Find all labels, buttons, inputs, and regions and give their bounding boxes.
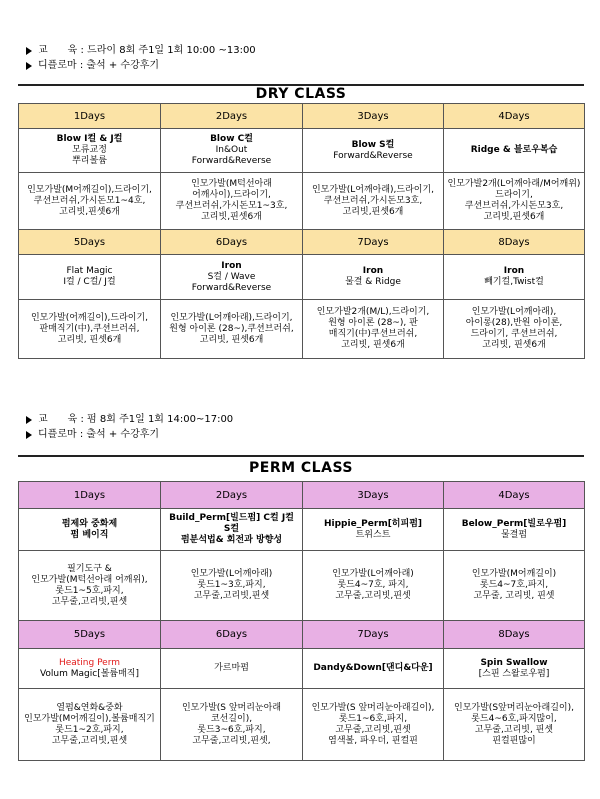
topic-line: Blow C컬 <box>210 134 253 144</box>
dry-days-row-2 <box>19 230 585 255</box>
day-header: 7Days <box>303 230 444 255</box>
dry-info <box>26 43 256 73</box>
day-header: 8Days <box>444 621 585 649</box>
day-header: 1Days <box>19 482 161 509</box>
day-header: 1Days <box>19 104 161 129</box>
perm-info <box>26 412 233 442</box>
materials-cell <box>444 300 585 359</box>
dry-days-row-1 <box>19 104 585 129</box>
topic-line: S컬 <box>223 524 240 534</box>
materials-line: 인모가발(L어깨아래), <box>471 307 557 317</box>
topic-cell <box>303 649 444 689</box>
materials-line: 매직기(中)쿠션브러쉬, <box>328 329 418 339</box>
materials-cell <box>161 551 303 621</box>
topic-line: In&Out <box>215 145 248 155</box>
topic-line: Iron <box>221 260 242 271</box>
perm-materials-row-1 <box>19 551 585 621</box>
topic-cell <box>303 255 444 300</box>
topic-cell <box>303 509 444 551</box>
topic-cell <box>444 129 585 173</box>
materials-line: 인모가발(S 앞머리눈아래 <box>181 702 282 713</box>
dry-materials-row-2 <box>19 300 585 359</box>
materials-line: 고리빗,핀셋6개 <box>59 206 120 217</box>
materials-line: 고무줄,고리빗,핀셋 <box>193 591 270 601</box>
topic-line: Dandy&Down[댄디&다운] <box>313 663 433 673</box>
materials-line: 쿠션브러쉬,가시돈모3호, <box>464 201 564 211</box>
topic-line: Blow S컬 <box>351 139 395 150</box>
topic-line: I컬 / C컬/ J컬 <box>63 277 116 287</box>
topic-cell <box>161 649 303 689</box>
materials-line: 고리빗,핀셋6개 <box>201 212 262 222</box>
materials-line: 롯드4~7호,파지, <box>479 580 549 590</box>
topic-cell <box>303 129 444 173</box>
materials-cell <box>303 689 444 761</box>
materials-cell <box>444 173 585 230</box>
materials-cell <box>161 173 303 230</box>
materials-line: 롯드1~6호,파지, <box>338 713 408 724</box>
materials-line: 판매직기(中),쿠션브러쉬, <box>39 323 140 334</box>
bullet-triangle-icon <box>26 416 32 424</box>
materials-cell <box>19 300 161 359</box>
materials-line: 고무줄,고리빗,핀셋 <box>51 596 128 607</box>
day-header: 6Days <box>161 621 303 649</box>
bullet-triangle-icon <box>26 62 32 70</box>
topic-line: Iron <box>503 266 525 276</box>
topic-cell <box>19 129 161 173</box>
materials-line: 드라이기, <box>495 190 533 200</box>
perm-materials-row-2 <box>19 689 585 761</box>
topic-line: Spin Swallow <box>480 657 548 668</box>
materials-cell <box>303 173 444 230</box>
materials-line: 고무줄, 고리빗, 핀셋 <box>473 591 555 601</box>
materials-line: 롯드1~2호,파지, <box>55 724 124 735</box>
materials-line: 롯드3~6호,파지, <box>197 724 266 735</box>
dry-materials-row-1 <box>19 173 585 230</box>
materials-line: 롯드1~5호,파지, <box>55 585 124 596</box>
dry-class-title: DRY CLASS <box>255 86 347 102</box>
materials-line: 고리빗,핀셋6개 <box>483 212 545 222</box>
materials-line: 인모가발(M어깨길이) <box>471 569 557 579</box>
materials-line: 고리빗, 핀셋6개 <box>482 340 546 350</box>
materials-line: 롯드4~6호,파지많이, <box>471 713 557 724</box>
materials-line: 인모가발(M어깨길이),드라이기, <box>27 184 152 195</box>
topic-cell <box>161 255 303 300</box>
materials-line: 고무줄,고리빗,핀셋, <box>192 735 271 746</box>
topic-line: Iron <box>362 266 384 276</box>
topic-line: Build_Perm[빌드펌] C컬 J컬 <box>169 513 294 523</box>
topic-line: Forward&Reverse <box>191 282 272 293</box>
topic-line-red: Heating Perm <box>58 657 121 668</box>
dry-topics-row-1 <box>19 129 585 173</box>
dry-education-line: 교 육 : 드라이 8회 주1일 1회 10:00 ~13:00 <box>38 44 256 56</box>
topic-line: Blow I컬 & J컬 <box>56 134 123 144</box>
topic-line: Below_Perm[빌로우펌] <box>461 518 567 529</box>
materials-cell <box>444 689 585 761</box>
topic-cell <box>444 255 585 300</box>
materials-line: 롯드4~7호, 파지, <box>337 580 409 590</box>
materials-line: 인모가발(L어깨아래),드라이기, <box>170 312 293 323</box>
materials-line: 염색볼, 파우더, 핀컬핀 <box>328 735 418 746</box>
topic-line: Ridge & 블로우복습 <box>470 145 558 155</box>
topic-line: 펌분석법& 회전과 방향성 <box>180 535 283 545</box>
topic-line: 펌 베이직 <box>70 529 109 540</box>
topic-cell <box>161 129 303 173</box>
materials-line: 고무줄,고리빗,핀셋 <box>51 735 128 746</box>
perm-class-title: PERM CLASS <box>249 460 353 476</box>
day-header: 3Days <box>303 104 444 129</box>
materials-cell <box>161 300 303 359</box>
materials-cell <box>19 689 161 761</box>
perm-schedule-table <box>18 481 585 761</box>
day-header: 8Days <box>444 230 585 255</box>
materials-line: 어깨사이),드라이기, <box>192 190 271 200</box>
perm-diploma-line: 디플로마 : 출석 + 수강후기 <box>38 428 160 440</box>
perm-days-row-2 <box>19 621 585 649</box>
materials-line: 고무줄,고리빗,핀셋 <box>335 724 411 735</box>
topic-line: 펌제와 중화제 <box>61 518 118 529</box>
materials-cell <box>19 551 161 621</box>
topic-cell <box>444 649 585 689</box>
bullet-triangle-icon <box>26 431 32 439</box>
day-header: 3Days <box>303 482 444 509</box>
materials-line: 고리빗, 핀셋6개 <box>199 334 264 345</box>
materials-line: 필기도구 & <box>67 563 112 574</box>
perm-education-line: 교 육 : 펌 8회 주1일 1회 14:00~17:00 <box>38 413 234 425</box>
topic-line: 빼기컬,Twist컬 <box>484 277 544 287</box>
materials-cell <box>303 551 444 621</box>
topic-cell <box>19 509 161 551</box>
materials-line: 인모가발(M턱선아래 <box>191 179 272 189</box>
day-header: 2Days <box>161 104 303 129</box>
materials-line: 인모가발(M어깨길이),볼륨매직기 <box>24 713 155 724</box>
materials-line: 인모가발2개(M/L),드라이기, <box>316 307 430 317</box>
topic-line: Hippie_Perm[히피펌] <box>323 518 423 529</box>
dry-topics-row-2 <box>19 255 585 300</box>
materials-line: 쿠션브러쉬,가시돈모1~4호, <box>33 195 146 206</box>
day-header: 5Days <box>19 230 161 255</box>
materials-line: 코선길이), <box>210 713 253 724</box>
topic-line: 물결펌 <box>500 529 528 540</box>
dry-diploma-line: 디플로마 : 출석 + 수강후기 <box>38 59 160 71</box>
materials-cell <box>161 689 303 761</box>
day-header: 4Days <box>444 104 585 129</box>
day-header: 5Days <box>19 621 161 649</box>
materials-cell <box>303 300 444 359</box>
perm-topics-row-2 <box>19 649 585 689</box>
materials-line: 고리빗, 핀셋6개 <box>57 334 122 345</box>
materials-line: 인모가발(S앞머리눈아래길이), <box>454 702 574 713</box>
materials-line: 인모가발(L어깨아래) <box>190 569 273 579</box>
topic-line: Volum Magic[볼륨매직] <box>39 668 140 679</box>
materials-line: 원형 아이론 (28~), 판 <box>328 318 418 328</box>
topic-line: 물결 & Ridge <box>345 277 401 287</box>
materials-line: 쿠션브러쉬,가시돈모1~3호, <box>175 201 288 211</box>
perm-title-rule <box>18 455 584 457</box>
materials-line: 원형 아이론 (28~),쿠션브러쉬, <box>169 323 294 334</box>
materials-line: 인모가발(L어깨아래),드라이기, <box>311 184 435 195</box>
topic-line: Forward&Reverse <box>333 150 413 161</box>
topic-line: [스핀 스왈로우펌] <box>478 668 550 679</box>
materials-line: 열펌&연화&중화 <box>56 702 123 713</box>
materials-line: 고무줄,고리빗, 핀셋 <box>474 724 554 735</box>
materials-line: 핀컬핀많이 <box>492 735 536 746</box>
materials-cell <box>19 173 161 230</box>
topic-cell <box>19 255 161 300</box>
materials-line: 드라이기, 쿠션브러쉬, <box>470 329 558 339</box>
topic-cell <box>19 649 161 689</box>
day-header: 7Days <box>303 621 444 649</box>
perm-days-row-1 <box>19 482 585 509</box>
materials-line: 인모가발2개(L어깨아래/M어깨위) <box>447 179 581 189</box>
materials-line: 쿠션브러쉬,가시돈모3호, <box>323 195 423 206</box>
topic-cell <box>444 509 585 551</box>
topic-line: Flat Magic <box>66 266 113 276</box>
dry-schedule-table <box>18 103 585 359</box>
materials-line: 인모가발(L어깨아래) <box>332 569 414 579</box>
topic-line: 가르마펌 <box>214 663 249 673</box>
materials-line: 고리빗, 핀셋6개 <box>341 340 405 350</box>
materials-cell <box>444 551 585 621</box>
materials-line: 인모가발(M턱선아래 어깨위), <box>31 574 148 585</box>
bullet-triangle-icon <box>26 47 32 55</box>
materials-line: 고무줄,고리빗,핀셋 <box>335 591 411 601</box>
day-header: 6Days <box>161 230 303 255</box>
materials-line: 인모가발(S 앞머리눈아래길이), <box>311 702 435 713</box>
materials-line: 롯드1~3호,파지, <box>197 580 266 590</box>
materials-line: 인모가발(어깨길이),드라이기, <box>30 312 149 323</box>
topic-line: 트위스트 <box>355 529 391 540</box>
perm-topics-row-1 <box>19 509 585 551</box>
materials-line: 고리빗,핀셋6개 <box>342 206 404 217</box>
day-header: 2Days <box>161 482 303 509</box>
topic-line: Forward&Reverse <box>191 156 272 166</box>
materials-line: 아이롱(28),반원 아이론, <box>465 318 563 328</box>
topic-line: 뿌리볼륨 <box>72 156 107 166</box>
topic-line: S컬 / Wave <box>207 271 256 282</box>
day-header: 4Days <box>444 482 585 509</box>
topic-line: 모류교정 <box>72 145 107 155</box>
topic-cell <box>161 509 303 551</box>
